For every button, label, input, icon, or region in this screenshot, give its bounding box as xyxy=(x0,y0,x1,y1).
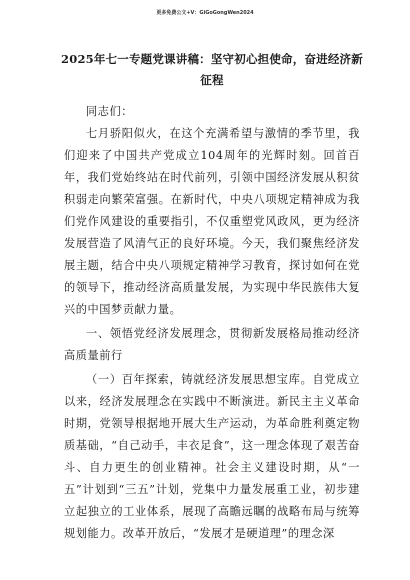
paragraph-intro: 七月骄阳似火，在这个充满希望与激情的季节里，我们迎来了中国共产党成立104周年的光辉时刻。回首百年，我们党始终站在时代前列，引领中国经济发展从积贫积弱走向繁荣富强。在新时代，中央八项规定精神成为我们党作风建设的重要指引，不仅重塑党风政风，更为经济发展营造了风清气正的良好环境。今天，我们聚焦经济发展主题，结合中央八项规定精神学习教育，探讨如何在党的领导下，推动经济高质量发展，为实现中华民族伟大复兴的中国梦贡献力量。 xyxy=(64,127,360,316)
greeting: 同志们： xyxy=(86,105,133,118)
header-note: 更多免费公文+V：GiGoGongWen2024 xyxy=(156,10,254,16)
section-heading-1: 一、领悟党经济发展理念，贯彻新发展格局推动经济高质量前行 xyxy=(64,327,360,362)
document-title: 2025年七一专题党课讲稿：坚守初心担使命，奋进经济新征程 xyxy=(61,52,363,87)
paragraph-section-1-1: （一）百年探索，铸就经济发展思想宝库。自党成立以来，经济发展理念在实践中不断演进。新民主主义革命时期，党领导根据地开展大生产运动，为革命胜利奠定物质基础，“自己动手，丰衣足食”，这一理念体现了艰苦奋斗、自力更生的创业精神。社会主义建设时期，从“一五”计划到“三五”计划，党集中力量发展重工业，初步建立起独立的工业体系，展现了高瞻远瞩的战略布局与统筹规划能力。改革开放后，“发展才是硬道理”的理念深 xyxy=(64,373,360,540)
